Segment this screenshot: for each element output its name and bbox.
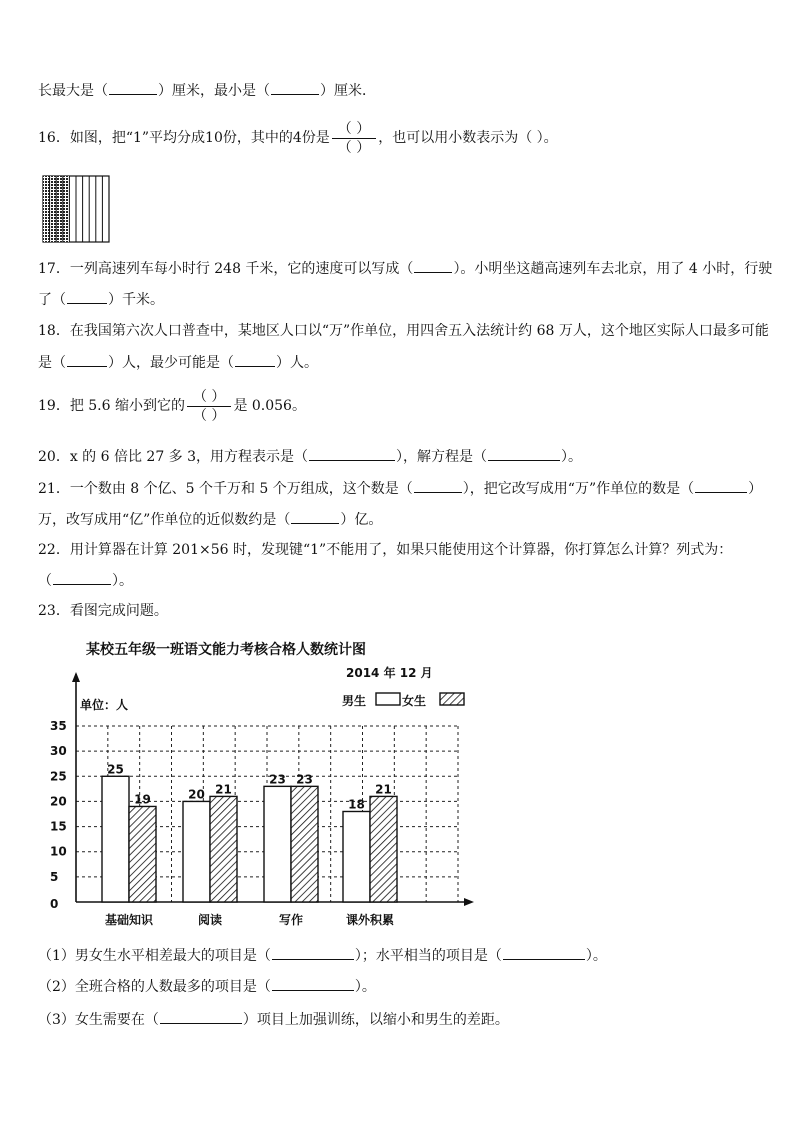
question-16: 16．如图，把“1”平均分成10份，其中的4份是 $\frac{( )}{( )}$ ，也可以用小数表示为（ ）。 (38, 120, 558, 156)
y-tick-label: 35 (50, 719, 67, 733)
answer-blank[interactable] (271, 80, 319, 95)
x-category-labels (105, 912, 394, 927)
answer-blank[interactable] (414, 258, 452, 273)
y-tick-labels (50, 719, 67, 911)
bar-female (210, 796, 237, 902)
answer-blank[interactable] (53, 570, 111, 585)
bar-value-label: 21 (215, 782, 232, 797)
question-21: 21．一个数由 8 个亿、5 个千万和 5 个万组成，这个数是（ ），把它改写成用“万”作单位的数是（ ） (38, 478, 762, 499)
x-category-label: 课外积累 (345, 913, 395, 927)
answer-blank[interactable] (272, 945, 354, 960)
bar-male (264, 786, 291, 902)
answer-blank[interactable] (67, 289, 107, 304)
bar-value-labels (107, 762, 392, 811)
x-category-label: 写作 (278, 913, 304, 927)
q15-tail: 长最大是（ ）厘米，最小是（ ）厘米． (38, 80, 376, 101)
legend-swatch-female (440, 693, 464, 705)
question-17: 17．一列高速列车每小时行 248 千米，它的速度可以写成（ ）。小明坐这趟高速列车去北京，用了 4 小时，行驶 (38, 258, 772, 279)
y-tick-label: 25 (50, 769, 67, 784)
bar-value-label: 20 (188, 787, 205, 802)
bar-value-label: 18 (348, 797, 365, 812)
y-tick-label: 20 (50, 794, 67, 809)
bar-chart (36, 630, 476, 935)
bar-female (370, 796, 397, 902)
bar-female (129, 806, 156, 902)
legend-label-male: 男生 (342, 694, 367, 708)
bar-value-label: 21 (375, 782, 392, 797)
legend-swatch-male (376, 693, 400, 705)
chart-subtitle: 2014 年 12 月 (346, 666, 433, 680)
question-17-cont: 了（ ）千米。 (38, 289, 164, 310)
y-tick-label: 15 (50, 819, 67, 834)
legend-label-female: 女生 (402, 694, 427, 708)
question-19: 19．把 5.6 缩小到它的 $\frac{( )}{( )}$ 是 0.056。 (38, 388, 306, 424)
bar-value-label: 23 (296, 772, 313, 787)
x-category-label: 阅读 (197, 913, 223, 927)
tenths-figure (42, 175, 112, 245)
answer-blank[interactable] (488, 446, 560, 461)
x-axis-arrow (464, 898, 474, 906)
bar-value-label: 25 (107, 762, 124, 777)
question-23-2: （2）全班合格的人数最多的项目是（ ）。 (38, 976, 376, 997)
answer-blank[interactable] (109, 80, 157, 95)
bar-male (343, 811, 370, 902)
answer-blank[interactable] (503, 945, 585, 960)
answer-blank[interactable] (67, 352, 107, 367)
question-23-1: （1）男女生水平相差最大的项目是（ ）；水平相当的项目是（ ）。 (38, 945, 607, 966)
answer-blank[interactable] (235, 352, 275, 367)
answer-blank[interactable] (414, 478, 462, 493)
question-22-cont: （ ）。 (38, 570, 133, 591)
fraction-blank[interactable]: $\frac{( )}{( )}$ (187, 388, 231, 425)
bar-male (183, 801, 210, 902)
y-tick-label: 30 (50, 744, 67, 759)
bar-male (102, 776, 129, 902)
chart-title: 某校五年级一班语文能力考核合格人数统计图 (86, 642, 366, 658)
y-tick-label: 5 (50, 869, 59, 884)
question-18: 18．在我国第六次人口普查中，某地区人口以“万”作单位，用四舍五入法统计约 68 万人，这个地区实际人口最多可能 (38, 323, 769, 339)
fraction-blank[interactable]: $\frac{( )}{( )}$ (332, 120, 376, 157)
question-20: 20．x 的 6 倍比 27 多 3，用方程表示是（ ），解方程是（ ）。 (38, 446, 582, 467)
bar-female (291, 786, 318, 902)
question-23: 23．看图完成问题。 (38, 603, 168, 619)
y-tick-label: 0 (50, 897, 59, 911)
y-tick-label: 10 (50, 844, 67, 859)
bar-value-label: 19 (134, 792, 151, 807)
answer-blank[interactable] (160, 1009, 242, 1024)
bar-value-label: 23 (269, 772, 286, 787)
question-18-cont: 是（ ）人，最少可能是（ ）人。 (38, 352, 318, 373)
x-category-label: 基础知识 (104, 913, 154, 927)
answer-blank[interactable] (695, 478, 747, 493)
answer-blank[interactable] (291, 509, 339, 524)
unit-label: 单位：人 (80, 698, 129, 712)
question-23-3: （3）女生需要在（ ）项目上加强训练，以缩小和男生的差距。 (38, 1009, 509, 1030)
question-21-cont: 万，改写成用“亿”作单位的近似数约是（ ）亿。 (38, 509, 382, 530)
answer-blank[interactable] (272, 976, 354, 991)
answer-blank[interactable] (309, 446, 395, 461)
question-22: 22．用计算器在计算 201×56 时，发现键“1”不能用了，如果只能使用这个计算器，你打算怎么计算？列式为： (38, 542, 733, 558)
y-axis-arrow (72, 672, 80, 682)
chart-legend (342, 693, 464, 708)
